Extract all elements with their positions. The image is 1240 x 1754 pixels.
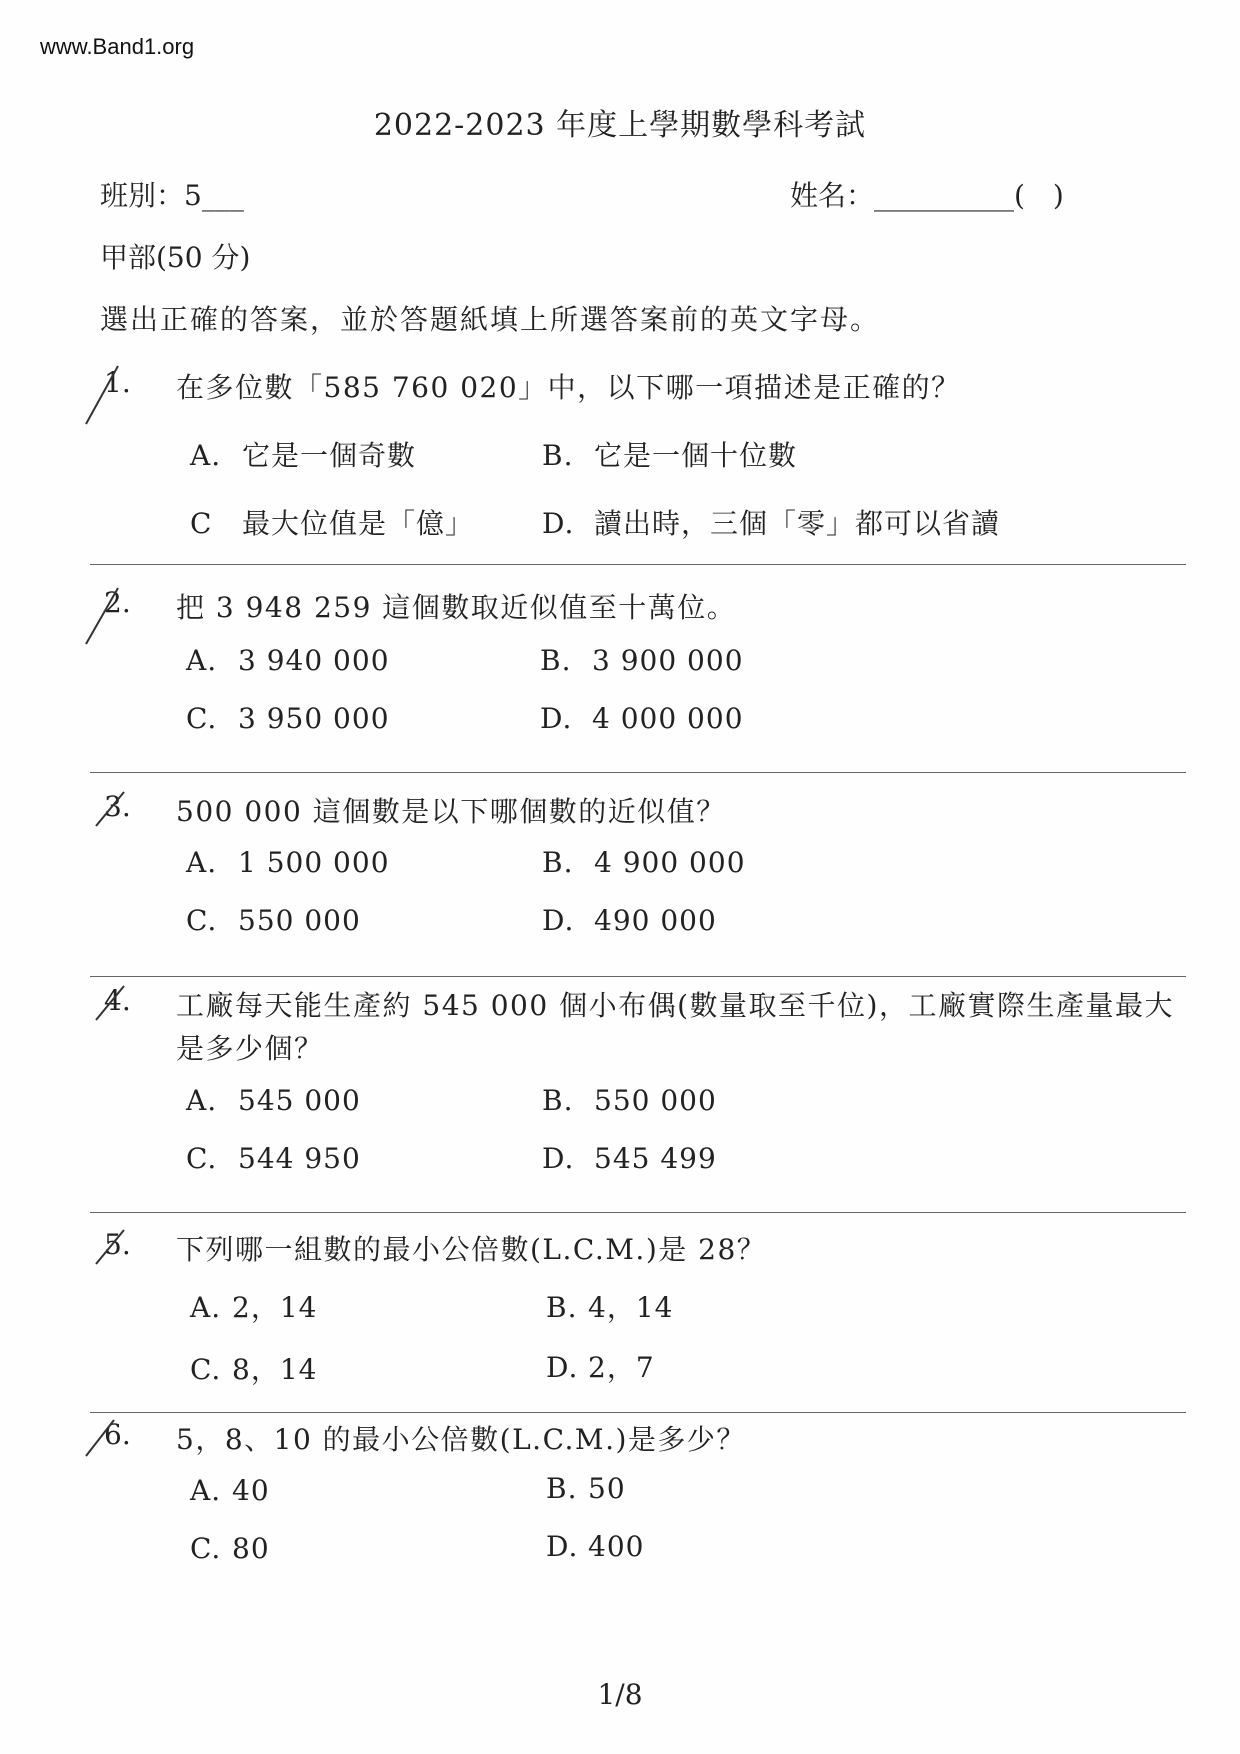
divider (90, 976, 1186, 977)
option-b: B. 4，14 (546, 1291, 674, 1324)
page-number: 1/8 (597, 1678, 643, 1711)
option-d: D. 2，7 (546, 1351, 655, 1384)
option-d: D. 4 000 000 (540, 702, 744, 735)
option-c: C. 550 000 (186, 904, 361, 937)
watermark-url: www.Band1.org (40, 34, 195, 59)
question-text: 下列哪一組數的最小公倍數(L.C.M.)是 28？ (176, 1233, 767, 1266)
question-text: 500 000 這個數是以下哪個數的近似值？ (176, 795, 726, 828)
option-d: D. 400 (546, 1530, 645, 1563)
tick-mark-icon (88, 982, 138, 1032)
divider (90, 564, 1186, 565)
divider (90, 1212, 1186, 1213)
option-c: C. 80 (190, 1532, 270, 1565)
option-b: B. 4 900 000 (542, 846, 746, 879)
question-number: 1. (104, 366, 131, 399)
option-d: D. 讀出時，三個「零」都可以省讀 (542, 507, 1001, 540)
option-b: B. 50 (546, 1472, 626, 1505)
question-text: 把 3 948 259 這個數取近似值至十萬位。 (176, 591, 737, 624)
option-b: B. 3 900 000 (540, 644, 744, 677)
question-number: 4. (104, 984, 131, 1017)
question-4 (90, 984, 1180, 1184)
question-text: 工廠每天能生產約 545 000 個小布偶(數量取至千位)，工廠實際生產量最大是多少個？ (176, 989, 1174, 1065)
tick-mark-icon (88, 788, 138, 838)
question-3 (90, 790, 1180, 950)
question-1 (90, 366, 1180, 546)
section-heading: 甲部(50 分) (100, 241, 251, 274)
question-number: 2. (104, 586, 131, 619)
divider (90, 772, 1186, 773)
question-6 (90, 1418, 1180, 1578)
option-c: C. 3 950 000 (186, 702, 390, 735)
question-number: 5. (104, 1228, 131, 1261)
question-2 (90, 586, 1180, 746)
option-a: A. 1 500 000 (186, 846, 390, 879)
option-c: C. 544 950 (186, 1142, 361, 1175)
class-label: 班別：5___ (100, 179, 244, 212)
question-number: 3. (104, 790, 131, 823)
question-text: 5，8、10 的最小公倍數(L.C.M.)是多少？ (176, 1423, 746, 1456)
divider (90, 1412, 1186, 1413)
option-b: B. 它是一個十位數 (542, 439, 798, 472)
question-text: 在多位數「585 760 020」中，以下哪一項描述是正確的？ (176, 371, 961, 404)
option-c: C. 8，14 (190, 1353, 318, 1386)
option-a: A. 545 000 (186, 1084, 361, 1117)
name-label: 姓名：__________( ) (790, 179, 1064, 212)
tick-mark-icon (84, 1416, 134, 1466)
option-a: A. 3 940 000 (186, 644, 390, 677)
instruction-text: 選出正確的答案，並於答題紙填上所選答案前的英文字母。 (100, 303, 881, 336)
question-5 (90, 1228, 1180, 1388)
option-a: A. 40 (190, 1474, 270, 1507)
question-number: 6. (104, 1418, 131, 1451)
tick-mark-icon (82, 582, 132, 652)
exam-title: 2022-2023 年度上學期數學科考試 (373, 108, 867, 143)
option-a: A. 它是一個奇數 (190, 439, 417, 472)
option-d: D. 545 499 (542, 1142, 717, 1175)
option-d: D. 490 000 (542, 904, 717, 937)
option-c: C 最大位值是「億」 (190, 507, 475, 540)
option-a: A. 2，14 (190, 1291, 318, 1324)
tick-mark-icon (82, 360, 132, 430)
tick-mark-icon (88, 1226, 138, 1276)
option-b: B. 550 000 (542, 1084, 717, 1117)
